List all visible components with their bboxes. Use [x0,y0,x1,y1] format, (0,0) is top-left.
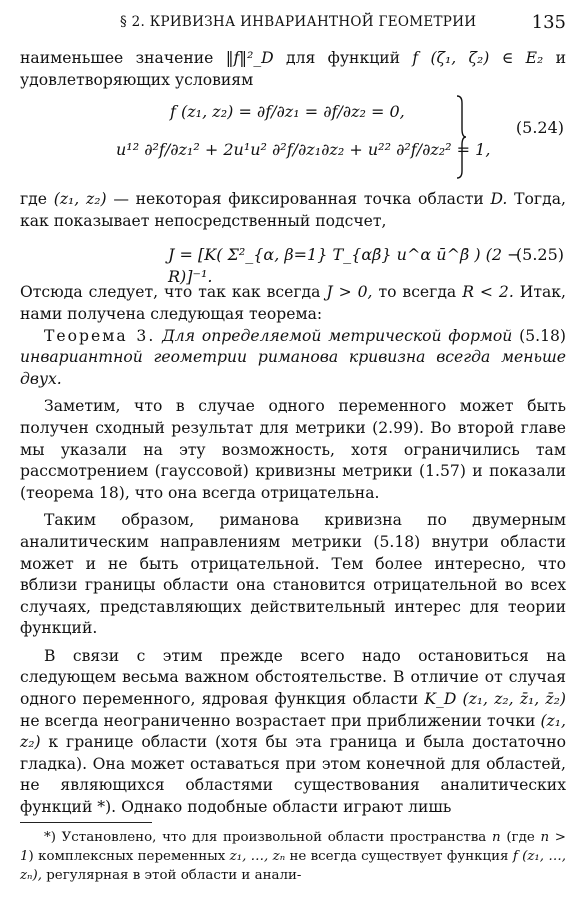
conclusion-paragraph: Отсюда следует, что так как всегда J > 0, то всегда R < 2. Итак, нами получена следующая теорема: [20,283,566,323]
page-number: 135 [531,12,566,33]
equation-system-5-24 [20,93,566,185]
paragraph-kernel: В связи с этим прежде всего надо остановиться на следующем весьма важном обстоятельстве. В отличие от случая одного переменного, ядровая функция области K_D (z₁, z₂, z̄₁, z̄₂) не всегда неограниченно возрастает при приближении точки (z₁, z₂) к границе области (хотя бы эта граница и была достаточно гладка). Она может оставаться при этом конечной для областей, не являющихся областями существования аналитических функций *). Однако подобные области играют лишь [20,646,566,817]
system-line-1: f (z₁, z₂) = ∂f/∂z₁ = ∂f/∂z₂ = 0, [170,102,405,122]
norm-expression: ‖f‖²_D [225,49,274,67]
inequality-j: J > 0, [326,283,373,302]
right-brace-icon [456,95,466,179]
footnote-separator [20,822,152,823]
equation-5-25 [20,234,566,286]
paragraph-curvature: Таким образом, риманова кривизна по двумерным аналитическим направлениям метрики (5.18) внутри области может и не быть отрицательной. Тем более интересно, что вблизи границы области она становится отрицательной во всех случаях, представляющих действительный интерес для теории функций. [20,511,566,638]
kernel-function: K_D (z₁, z₂, z̄₁, z̄₂) [424,690,566,709]
theorem-label: Теорема 3. [44,326,156,345]
equation-number: (5.24) [515,118,564,138]
page-header [0,12,578,36]
point-expression: (z₁, z₂) [20,711,566,752]
footnote: *) Установлено, что для произвольной области пространства n (где n > 1) комплексных переменных z₁, …, zₙ не всегда существует функция f (z₁, …, zₙ), регулярная в этой области и анали- [20,830,566,883]
paragraph-remark: Заметим, что в случае одного переменного может быть получен сходный результат для метрики (2.99). Во второй главе мы указали на эту возможность, хотя ограничились там рассмотрением (гауссовой) кривизны метрики (1.57) и показали (теорема 18), что она всегда отрицательна. [20,397,566,502]
system-line-2: u¹² ∂²f/∂z₁² + 2u¹u² ∂²f/∂z₁∂z₂ + u²² ∂²f/∂z₂² = 1, [116,140,491,160]
page-body [20,48,566,819]
formula-j: J = [K( Σ²_{α, β=1} T_{αβ̄} u^α ū^β̄ ) (2 − R)]⁻¹. [168,245,521,286]
running-head: § 2. КРИВИЗНА ИНВАРИАНТНОЙ ГЕОМЕТРИИ [120,14,477,30]
function-expression: f (ζ₁, ζ₂) ∈ E₂ [412,49,544,67]
theorem-3: Теорема 3. Для определяемой метрической формой (5.18) инвариантной геометрии риманова кривизна всегда меньше двух. [20,326,566,388]
intro-paragraph: наименьшее значение ‖f‖²_D для функций f (ζ₁, ζ₂) ∈ E₂ и удовлетворяющих условиям [20,49,566,89]
equation-number: (5.25) [515,245,564,265]
domain-symbol: D. [490,190,508,209]
point-expression: (z₁, z₂) [53,190,107,209]
after-system-paragraph: где (z₁, z₂) — некоторая фиксированная точка области D. Тогда, как показывает непосредственный подсчет, [20,190,566,230]
inequality-r: R < 2. [462,283,514,302]
